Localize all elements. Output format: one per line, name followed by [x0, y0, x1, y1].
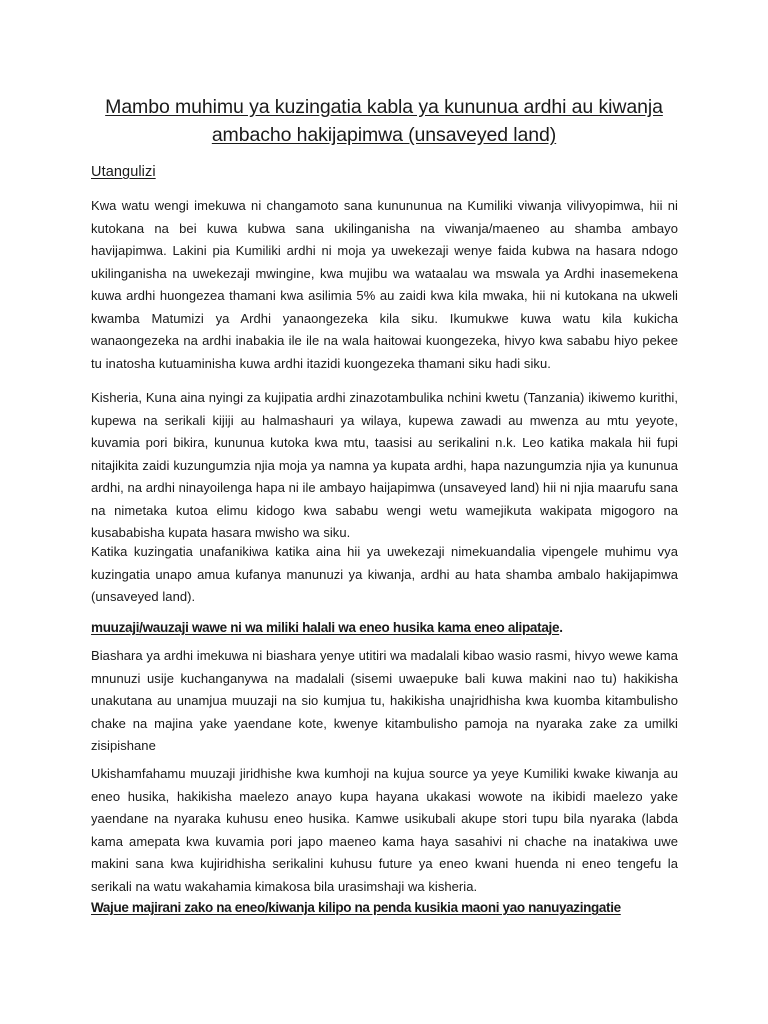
intro-heading: Utangulizi	[91, 164, 156, 180]
paragraph-1: Kwa watu wengi imekuwa ni changamoto sana kunununua na Kumiliki viwanja vilivyopimwa, hii ni kutokana na bei kuwa kubwa sana ukilinganisha na viwanja/maeneo au shamba ambayo havijapimwa. Lakini pia Kumiliki ardhi ni moja ya uwekezaji wenye faida kubwa na hasara ndogo ukilinganisha na uwekezaji mwingine, kwa mujibu wa wataalau wa mswala ya Ardhi inasemekena kuwa ardhi huongezea thamani kwa asilimia 5% au zaidi kwa kila mwaka, hii ni kutokana na ukweli kwamba Matumizi ya Ardhi yanaongezeka kila siku. Ikumukwe kuwa watu kila kukicha wanaongezeka na ardhi inabakia ile ile na wala haitowai kuongezeka, hivyo kwa sababu hiyo pekee tu inatosha kutuaminisha kuwa ardhi itazidi kuongezeka thamani siku hadi siku.	[91, 198, 678, 371]
seller-heading	[91, 618, 711, 638]
paragraph-4: Biashara ya ardhi imekuwa ni biashara yenye utitiri wa madalali kibao wasio rasmi, hivyo wewe kama mnunuzi usije kuchanganywa na madalali (sisemi uwaepuke bali kuwa makini nao tu) hakikisha unakutana au unamjua muuzaji na sio kumjua tu, hakikisha unajridhisha kwa kuomba kitambulisho chake na majina yake yaendane kote, kwenye kitambulisho pamoja na nyaraka zake za umilki zisipishane	[91, 648, 678, 753]
paragraph-5: Ukishamfahamu muuzaji jiridhishe kwa kumhoji na kujua source ya yeye Kumiliki kwake kiwanja au eneo husika, hakikisha maelezo anayo kupa hayana ukakasi wowote na ikibidi maelezo yake yaendane na nyaraka kuhusu eneo husika. Kamwe usikubali akupe stori tupu bila nyaraka (labda kama amepata kwa kuvamia pori japo maeneo kama haya sasahivi ni chache na inatakiwa uwe makini sana kwa kujiridhisha serikalini kuhusu future ya eneo kwani huenda ni eneo tengefu la serikali na watu wakahamia kimakosa bila urasimshaji wa kisheria.	[91, 766, 678, 894]
seller-heading-period: .	[559, 620, 563, 635]
seller-heading-text: muuzaji/wauzaji wawe ni wa miliki halali wa eneo husika kama eneo alipataje	[91, 620, 560, 635]
paragraph-3: Katika kuzingatia unafanikiwa katika aina hii ya uwekezaji nimekuandalia vipengele muhimu vya kuzingatia unapo amua kufanya manunuzi ya kiwanja, ardhi au hata shamba ambalo hakijapimwa (unsaveyed land).	[91, 544, 678, 604]
neighbors-heading: Wajue majirani zako na eneo/kiwanja kilipo na penda kusikia maoni yao nanuyazingatie	[91, 900, 621, 915]
document-title: Mambo muhimu ya kuzingatia kabla ya kununua ardhi au kiwanja ambacho hakijapimwa (unsaveyed land)	[105, 96, 663, 146]
paragraph-2: Kisheria, Kuna aina nyingi za kujipatia ardhi zinazotambulika nchini kwetu (Tanzania) ikiwemo kurithi, kupewa na serikali kijiji au halmashauri ya wilaya, kupewa zawadi au mwenza au mtu yeyote, kuvamia pori bikira, kununua kutoka kwa mtu, taasisi au serikalini n.k. Leo katika makala hii fupi nitajikita zaidi kuzungumzia njia moja ya namna ya kupata ardhi, hapa nazungumzia njia ya kununua ardhi, na ardhi ninayoilenga hapa ni ile ambayo haijapimwa (unsaveyed land) hii ni njia maarufu sana na nimetaka kutoa elimu kidogo kwa sababu wengi wetu wamejikuta wakipata migogoro na kusababisha kupata hasara mwisho wa siku.	[91, 390, 678, 540]
